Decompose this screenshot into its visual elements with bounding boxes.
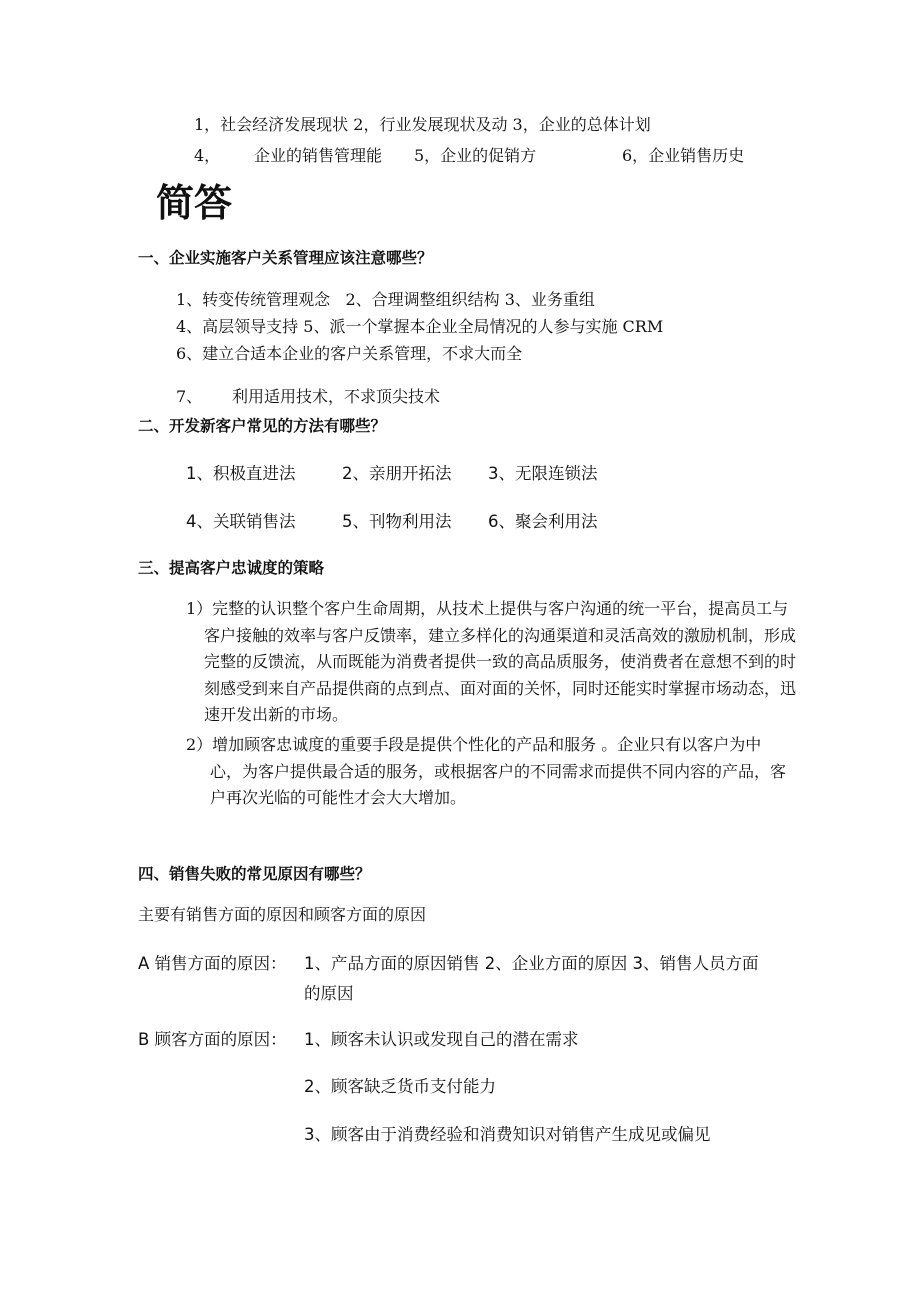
strategy-paragraph-2: 2）增加顾客忠诚度的重要手段是提供个性化的产品和服务 。企业只有以客户为中心，为客户提供最合适的服务，或根据客户的不同需求而提供不同内容的产品，客户再次光临的可能性才会大大增加。 — [186, 735, 787, 807]
method-4: 4、关联销售法 — [186, 512, 296, 531]
question-1-line-3: 6、建立合适本企业的客户关系管理，不求大而全 — [176, 344, 523, 363]
question-4-intro: 主要有销售方面的原因和顾客方面的原因 — [138, 905, 427, 924]
method-1: 1、积极直进法 — [186, 464, 296, 483]
method-3: 3、无限连锁法 — [488, 464, 598, 483]
reason-b-item-2: 2、顾客缺乏货币支付能力 — [304, 1077, 496, 1096]
intro-line-2-item-4: 企业的销售管理能 — [254, 146, 383, 165]
strategy-paragraph-1: 1）完整的认识整个客户生命周期，从技术上提供与客户沟通的统一平台，提高员工与客户接触的效率与客户反馈率，建立多样化的沟通渠道和灵活高效的激励机制，形成完整的反馈流，从而既能为消费者提供一致的高品质服务，使消费者在意想不到的时刻感受到来自产品提供商的点到点、面对面的关怀，同时还能实时掌握市场动态，迅速开发出新的市场。 — [186, 599, 797, 724]
question-1-line-1: 1、转变传统管理观念 2、合理调整组织结构 3、业务重组 — [176, 290, 595, 309]
method-5: 5、刊物利用法 — [342, 512, 452, 531]
reason-b-item-1: 1、顾客未认识或发现自己的潜在需求 — [304, 1030, 579, 1049]
question-1-item-7-number: 7、 — [176, 387, 203, 406]
question-1-item-7: 利用适用技术，不求顶尖技术 — [232, 387, 441, 406]
question-1-heading: 一、企业实施客户关系管理应该注意哪些？ — [138, 249, 433, 267]
reason-a-line-1: 1、产品方面的原因销售 2、企业方面的原因 3、销售人员方面 — [304, 954, 759, 973]
intro-line-2-item-6: 6，企业销售历史 — [622, 146, 745, 165]
question-4-heading: 四、销售失败的常见原因有哪些？ — [138, 865, 371, 883]
question-2-heading: 二、开发新客户常见的方法有哪些？ — [138, 417, 387, 435]
reason-a-label: A 销售方面的原因： — [138, 954, 287, 973]
reason-a-line-2: 的原因 — [304, 984, 354, 1003]
intro-line-2-item-5: 5，企业的促销方 — [414, 146, 537, 165]
section-title: 简答 — [156, 181, 233, 225]
method-6: 6、聚会利用法 — [488, 512, 598, 531]
question-3-heading: 三、提高客户忠诚度的策略 — [138, 559, 325, 577]
intro-line-2-item-4-number: 4， — [194, 146, 221, 165]
intro-line-1: 1，社会经济发展现状 2，行业发展现状及动 3，企业的总体计划 — [194, 115, 651, 134]
reason-b-label: B 顾客方面的原因： — [138, 1030, 287, 1049]
reason-b-item-3: 3、顾客由于消费经验和消费知识对销售产生成见或偏见 — [304, 1125, 711, 1144]
method-2: 2、亲朋开拓法 — [342, 464, 452, 483]
question-1-line-2: 4、高层领导支持 5、派一个掌握本企业全局情况的人参与实施 CRM — [176, 317, 664, 336]
